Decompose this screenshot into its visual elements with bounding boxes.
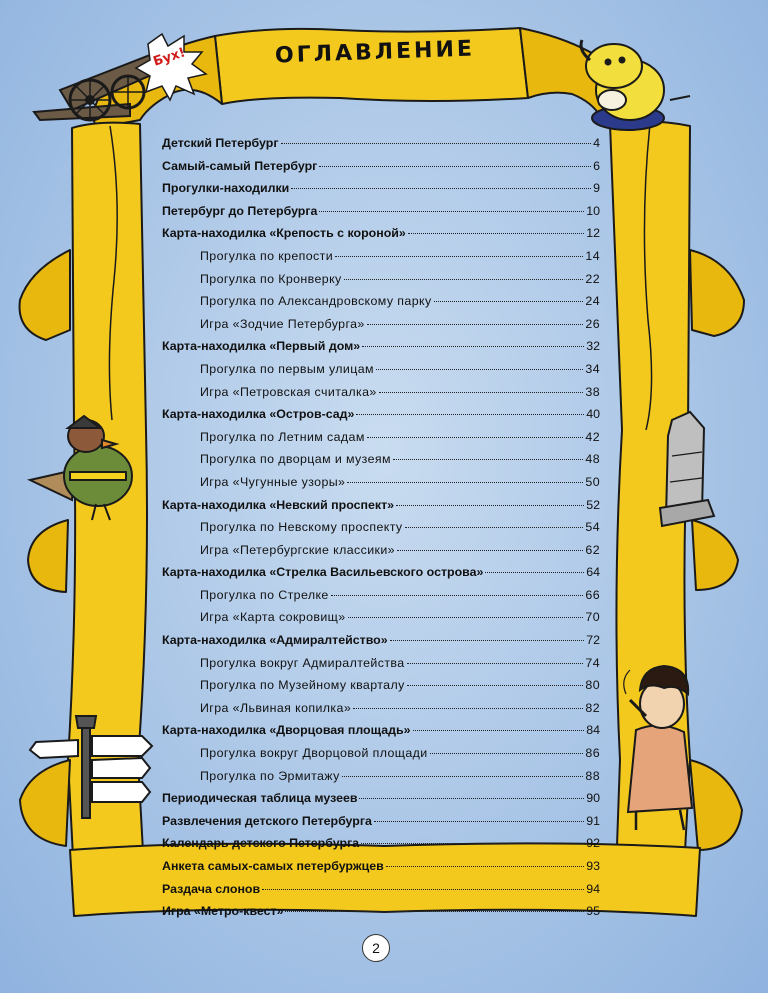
toc-section-entry[interactable] <box>162 226 600 249</box>
toc-section-entry[interactable] <box>162 633 600 656</box>
toc-entry-title: Игра «Зодчие Петербурга» <box>200 316 365 331</box>
toc-section-entry[interactable] <box>162 791 600 814</box>
dot-leader <box>407 663 584 664</box>
toc-entry-page: 54 <box>585 520 600 535</box>
toc-entry-title: Прогулки-находилки <box>162 181 290 196</box>
dot-leader <box>407 685 584 686</box>
toc-entry-title: Периодическая таблица музеев <box>162 791 358 806</box>
toc-entry-page: 14 <box>585 248 600 263</box>
dot-leader <box>348 617 584 618</box>
toc-entry-page: 62 <box>585 542 600 557</box>
toc-entry-title: Прогулка по Невскому проспекту <box>200 520 403 535</box>
toc-entry-page: 93 <box>586 859 600 873</box>
toc-section-entry[interactable] <box>162 181 600 204</box>
boom-label: Бух! <box>151 45 188 70</box>
toc-section-entry[interactable] <box>162 136 600 159</box>
toc-entry-title: Прогулка по Музейному кварталу <box>200 678 405 693</box>
dot-leader <box>405 527 584 528</box>
toc-entry-title: Карта-находилка «Крепость с короной» <box>162 226 406 241</box>
toc-entry-page: 4 <box>593 136 600 150</box>
left-curl-low <box>28 520 68 592</box>
dot-leader <box>281 143 592 144</box>
toc-entry-page: 64 <box>586 565 600 580</box>
toc-entry-page: 95 <box>586 904 600 919</box>
toc-subentry[interactable] <box>162 656 600 679</box>
toc-entry-page: 84 <box>586 723 600 738</box>
toc-entry-page: 74 <box>585 655 600 670</box>
toc-entry-page: 82 <box>585 700 600 715</box>
dot-leader <box>344 279 584 280</box>
toc-entry-title: Самый-самый Петербург <box>162 158 318 173</box>
toc-entry-page: 6 <box>593 158 600 173</box>
toc-entry-title: Карта-находилка «Первый дом» <box>162 339 361 354</box>
toc-subentry[interactable] <box>162 317 600 340</box>
right-curl-mid <box>690 250 744 336</box>
toc-entry-title: Игра «Чугунные узоры» <box>200 474 346 489</box>
dot-leader <box>335 256 583 257</box>
toc-subentry[interactable] <box>162 362 600 385</box>
toc-entry-page: 70 <box>585 610 600 625</box>
toc-entry-title: Игра «Львиная копилка» <box>200 700 352 715</box>
toc-entry-page: 22 <box>585 271 600 286</box>
toc-subentry[interactable] <box>162 385 600 408</box>
toc-entry-title: Прогулка по первым улицам <box>200 361 374 376</box>
toc-entry-page: 34 <box>585 361 600 376</box>
toc-section-entry[interactable] <box>162 498 600 521</box>
toc-entry-title: Карта-находилка «Невский проспект» <box>162 497 395 512</box>
toc-section-entry[interactable] <box>162 882 600 905</box>
page-number: 2 <box>362 934 390 962</box>
toc-entry-title: Карта-находилка «Остров-сад» <box>162 407 355 422</box>
toc-entry-title: Прогулка по Александровскому парку <box>200 294 432 309</box>
toc-subentry[interactable] <box>162 701 600 724</box>
dot-leader <box>390 640 585 641</box>
toc-entry-page: 94 <box>586 881 600 896</box>
elephant-illustration <box>581 40 690 130</box>
dot-leader <box>285 911 584 912</box>
toc-entry-page: 88 <box>585 768 600 783</box>
toc-entry-title: Календарь детского Петербурга <box>162 836 360 851</box>
toc-subentry[interactable] <box>162 588 600 611</box>
toc-section-entry[interactable] <box>162 204 600 227</box>
toc-subentry[interactable] <box>162 430 600 453</box>
toc-subentry[interactable] <box>162 272 600 295</box>
dot-leader <box>374 821 584 822</box>
dot-leader <box>408 233 584 234</box>
toc-entry-page: 80 <box>585 678 600 693</box>
dot-leader <box>353 708 583 709</box>
toc-subentry[interactable] <box>162 294 600 317</box>
toc-subentry[interactable] <box>162 610 600 633</box>
dot-leader <box>413 730 585 731</box>
toc-entry-title: Детский Петербург <box>162 136 279 150</box>
toc-entry-page: 40 <box>586 407 600 422</box>
toc-entry-title: Анкета самых-самых петербуржцев <box>162 859 384 873</box>
toc-entry-title: Прогулка по Кронверку <box>200 271 342 286</box>
toc-entry-page: 66 <box>585 587 600 602</box>
dot-leader <box>367 324 584 325</box>
toc-section-entry[interactable] <box>162 339 600 362</box>
toc-entry-page: 12 <box>586 226 600 241</box>
toc-entry-title: Прогулка вокруг Адмиралтейства <box>200 655 405 670</box>
table-of-contents <box>162 136 600 927</box>
toc-section-entry[interactable] <box>162 565 600 588</box>
toc-entry-title: Петербург до Петербурга <box>162 203 318 218</box>
toc-section-entry[interactable] <box>162 836 600 859</box>
right-curl-low <box>692 520 738 590</box>
dot-leader <box>359 798 584 799</box>
toc-entry-title: Игра «Петербургские классики» <box>200 542 395 557</box>
toc-section-entry[interactable] <box>162 904 600 927</box>
dot-leader <box>386 866 584 867</box>
toc-subentry[interactable] <box>162 746 600 769</box>
toc-entry-title: Прогулка по Эрмитажу <box>200 768 340 783</box>
dot-leader <box>396 505 584 506</box>
toc-entry-page: 32 <box>586 339 600 354</box>
dot-leader <box>485 572 584 573</box>
dot-leader <box>362 346 584 347</box>
toc-subentry[interactable] <box>162 678 600 701</box>
toc-entry-title: Карта-находилка «Адмиралтейство» <box>162 633 388 648</box>
toc-entry-page: 10 <box>586 203 600 218</box>
toc-subentry[interactable] <box>162 249 600 272</box>
dot-leader <box>342 776 584 777</box>
toc-section-entry[interactable] <box>162 814 600 837</box>
toc-entry-page: 42 <box>585 429 600 444</box>
toc-entry-title: Игра «Карта сокровищ» <box>200 610 346 625</box>
page-title: ОГЛАВЛЕНИЕ <box>274 36 476 69</box>
toc-section-entry[interactable] <box>162 723 600 746</box>
toc-entry-page: 72 <box>586 633 600 648</box>
dot-leader <box>347 482 583 483</box>
toc-section-entry[interactable] <box>162 407 600 430</box>
dot-leader <box>331 595 584 596</box>
toc-section-entry[interactable] <box>162 159 600 182</box>
toc-entry-title: Прогулка по крепости <box>200 248 334 263</box>
dot-leader <box>361 843 584 844</box>
dot-leader <box>430 753 584 754</box>
toc-subentry[interactable] <box>162 543 600 566</box>
toc-entry-title: Игра «Метро-квест» <box>162 904 284 919</box>
right-curl-bottom <box>690 760 742 850</box>
dot-leader <box>397 550 583 551</box>
toc-entry-title: Прогулка по Летним садам <box>200 429 365 444</box>
toc-entry-page: 9 <box>593 181 600 196</box>
toc-entry-page: 50 <box>585 474 600 489</box>
dot-leader <box>319 166 591 167</box>
toc-section-entry[interactable] <box>162 859 600 882</box>
toc-entry-page: 92 <box>586 836 600 851</box>
dot-leader <box>434 301 584 302</box>
left-curl-mid <box>20 250 70 340</box>
toc-entry-title: Игра «Петровская считалка» <box>200 384 377 399</box>
dot-leader <box>376 369 583 370</box>
dot-leader <box>356 414 584 415</box>
dot-leader <box>379 392 584 393</box>
dot-leader <box>393 459 583 460</box>
dot-leader <box>291 188 591 189</box>
toc-entry-title: Прогулка по дворцам и музеям <box>200 452 391 467</box>
toc-subentry[interactable] <box>162 475 600 498</box>
toc-entry-title: Карта-находилка «Стрелка Васильевского острова» <box>162 565 484 580</box>
toc-entry-title: Карта-находилка «Дворцовая площадь» <box>162 723 411 738</box>
toc-entry-page: 52 <box>586 497 600 512</box>
left-curl-bottom <box>20 760 70 846</box>
toc-entry-title: Развлечения детского Петербурга <box>162 813 372 828</box>
toc-subentry[interactable] <box>162 769 600 792</box>
toc-entry-page: 26 <box>585 316 600 331</box>
toc-entry-title: Прогулка вокруг Дворцовой площади <box>200 746 428 761</box>
toc-entry-title: Раздача слонов <box>162 881 261 896</box>
toc-entry-page: 48 <box>585 452 600 467</box>
toc-entry-page: 24 <box>585 294 600 309</box>
toc-subentry[interactable] <box>162 452 600 475</box>
toc-entry-title: Прогулка по Стрелке <box>200 587 329 602</box>
toc-entry-page: 91 <box>586 813 600 828</box>
toc-entry-page: 90 <box>586 791 600 806</box>
dot-leader <box>262 889 584 890</box>
toc-entry-page: 86 <box>585 746 600 761</box>
toc-subentry[interactable] <box>162 520 600 543</box>
toc-entry-page: 38 <box>585 384 600 399</box>
dot-leader <box>319 211 584 212</box>
dot-leader <box>367 437 584 438</box>
